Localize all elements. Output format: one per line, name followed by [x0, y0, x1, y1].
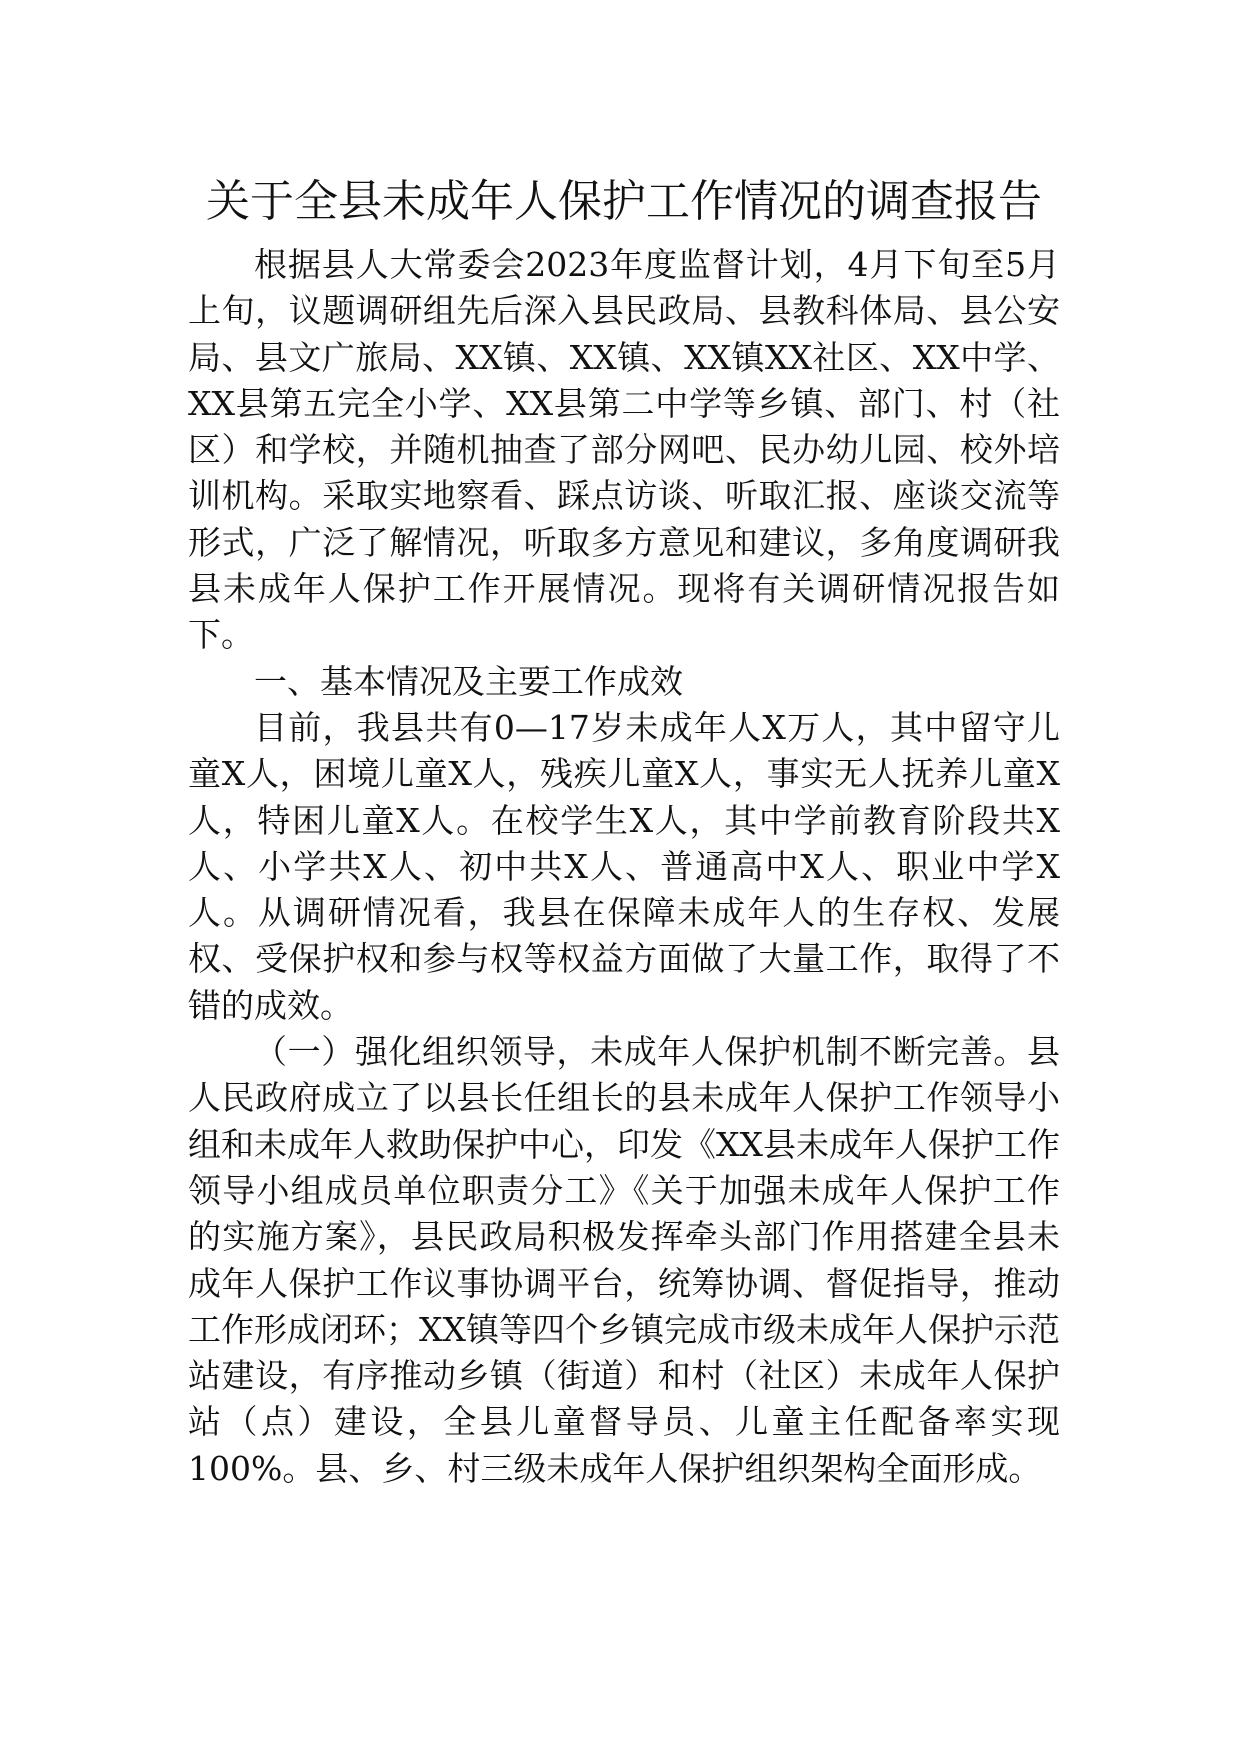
basic-situation-paragraph: 目前，我县共有0—17岁未成年人X万人，其中留守儿童X人，困境儿童X人，残疾儿童X人，事实无人抚养儿童X人，特困儿童X人。在校学生X人，其中学前教育阶段共X人、小学共X人、初中共X人、普通高中X人、职业中学X人。从调研情况看，我县在保障未成年人的生存权、发展权、受保护权和参与权等权益方面做了大量工作，取得了不错的成效。 [188, 707, 1060, 1025]
organization-leadership-paragraph: （一）强化组织领导，未成年人保护机制不断完善。县人民政府成立了以县长任组长的县未成年人保护工作领导小组和未成年人救助保护中心，印发《XX县未成年人保护工作领导小组成员单位职责分工》《关于加强未成年人保护工作的实施方案》，县民政局积极发挥牵头部门作用搭建全县未成年人保护工作议事协调平台，统筹协调、督促指导，推动工作形成闭环；XX镇等四个乡镇完成市级未成年人保护示范站建设，有序推动乡镇（街道）和村（社区）未成年人保护站（点）建设，全县儿童督导员、儿童主任配备率实现100%。县、乡、村三级未成年人保护组织架构全面形成。 [188, 1032, 1060, 1488]
document-title: 关于全县未成年人保护工作情况的调查报告 [206, 176, 1042, 227]
section-heading: 一、基本情况及主要工作成效 [254, 661, 683, 701]
intro-paragraph: 根据县人大常委会2023年度监督计划，4月下旬至5月上旬，议题调研组先后深入县民政局、县教科体局、县公安局、县文广旅局、XX镇、XX镇、XX镇XX社区、XX中学、XX县第五完全小学、XX县第二中学等乡镇、部门、村（社区）和学校，并随机抽查了部分网吧、民办幼儿园、校外培训机构。采取实地察看、踩点访谈、听取汇报、座谈交流等形式，广泛了解情况，听取多方意见和建议，多角度调研我县未成年人保护工作开展情况。现将有关调研情况报告如下。 [188, 245, 1060, 655]
document-body [188, 242, 1060, 1492]
